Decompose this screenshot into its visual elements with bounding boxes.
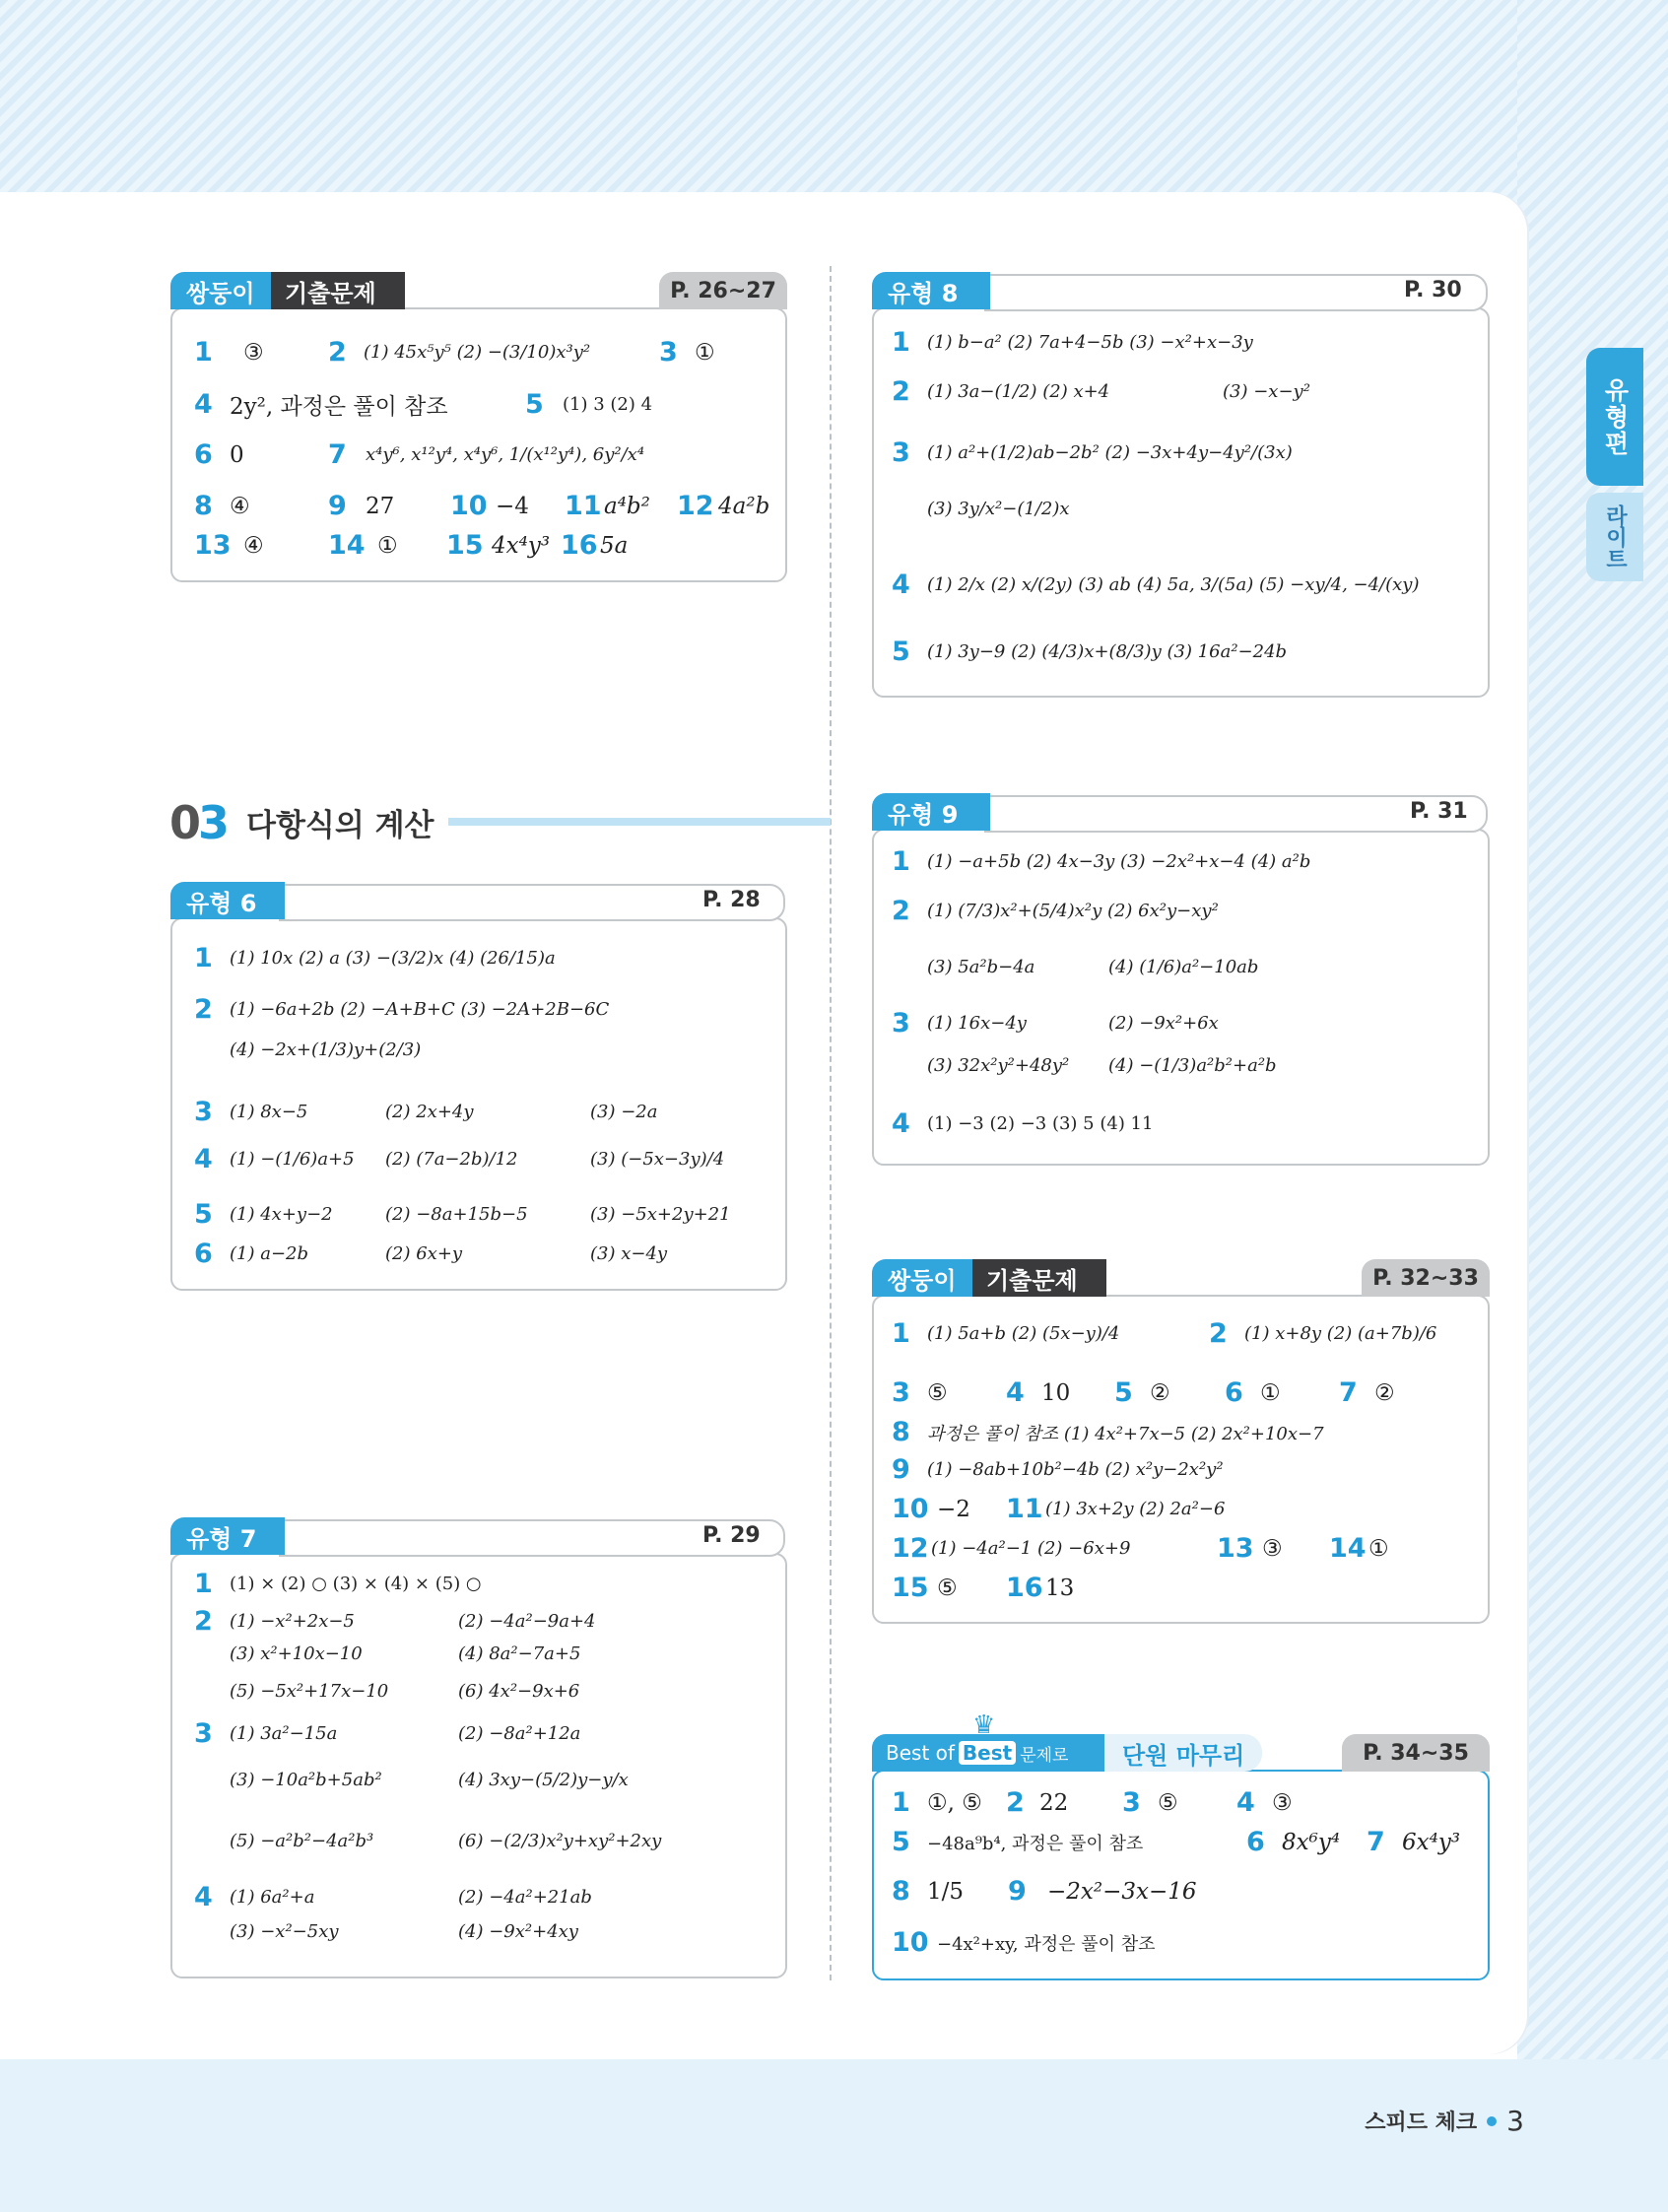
page-ref: P. 28 xyxy=(702,888,761,912)
section-number: 03 xyxy=(169,796,228,849)
answer-row: 3 (1) 3a²−15a (2) −8a²+12a xyxy=(194,1718,581,1749)
answer-row: 1 (1) −a+5b (2) 4x−3y (3) −2x²+x−4 (4) a²b xyxy=(892,846,1311,877)
answer-row: 2 (1) −x²+2x−5 (2) −4a²−9a+4 xyxy=(194,1606,596,1637)
answer-row: 2 (1) (7/3)x²+(5/4)x²y (2) 6x²y−xy² xyxy=(892,896,1219,926)
page-ref: P. 34~35 xyxy=(1342,1734,1490,1772)
answer-row: (3) 32x²y²+48y² (4) −(1/3)a²b²+a²b xyxy=(927,1055,1277,1076)
section-title: 다항식의 계산 xyxy=(246,808,434,843)
answer-row: 4 2y², 과정은 풀이 참조 5 (1) 3 (2) 4 xyxy=(194,389,653,420)
answer-row: 5 (1) 3y−9 (2) (4/3)x+(8/3)y (3) 16a²−24b xyxy=(892,637,1288,667)
page-ref: P. 30 xyxy=(1404,278,1462,302)
answer-row: 5 (1) 4x+y−2 (2) −8a+15b−5 (3) −5x+2y+21 xyxy=(194,1199,731,1230)
answer-row: (5) −5x²+17x−10 (6) 4x²−9x+6 xyxy=(230,1681,580,1702)
page-ref: P. 26~27 xyxy=(659,272,787,309)
column-divider xyxy=(830,266,832,1980)
answer-row: 4 (1) −(1/6)a+5 (2) (7a−2b)/12 (3) (−5x−3y)/4 xyxy=(194,1144,725,1174)
answer-row: 1 ①, ⑤ 2 22 3 ⑤ 4 ③ xyxy=(892,1787,1293,1818)
answer-row: 4 (1) 6a²+a (2) −4a²+21ab xyxy=(194,1882,592,1912)
answer-row: 10 −2 11 (1) 3x+2y (2) 2a²−6 xyxy=(892,1494,1226,1524)
exam-label: 기출문제 xyxy=(972,1259,1106,1297)
answer-row: 5 −48a⁹b⁴, 과정은 풀이 참조 6 8x⁶y⁴ 7 6x⁴y³ xyxy=(892,1827,1461,1857)
answer-row: 6 (1) a−2b (2) 6x+y (3) x−4y xyxy=(194,1239,668,1269)
page-ref: P. 31 xyxy=(1410,799,1468,824)
answer-row: (3) −10a²b+5ab² (4) 3xy−(5/2)y−y/x xyxy=(230,1770,629,1790)
bullet-icon xyxy=(1487,2116,1497,2126)
answer-row: 4 (1) 2/x (2) x/(2y) (3) ab (4) 5a, 3/(5a) (5) −xy/4, −4/(xy) xyxy=(892,570,1420,600)
answer-row: (3) 3y/x²−(1/2)x xyxy=(927,499,1070,519)
crown-icon: ♛ xyxy=(972,1710,996,1740)
section-underline xyxy=(448,818,831,826)
footer-label: 스피드 체크 xyxy=(1365,2111,1478,2135)
answer-row: 1 (1) 10x (2) a (3) −(3/2)x (4) (26/15)a xyxy=(194,943,556,973)
answer-row: 12 (1) −4a²−1 (2) −6x+9 13 ③ 14 ① xyxy=(892,1533,1389,1564)
answer-row: 9 (1) −8ab+10b²−4b (2) x²y−2x²y² xyxy=(892,1454,1224,1485)
box-type-9 xyxy=(872,793,1490,1166)
answer-row: (5) −a²b²−4a²b³ (6) −(2/3)x²y+xy²+2xy xyxy=(230,1831,662,1851)
box-unit-review xyxy=(872,1710,1490,1980)
page-number: 3 xyxy=(1506,2105,1524,2137)
answer-row: 10 −4x²+xy, 과정은 풀이 참조 xyxy=(892,1927,1156,1958)
answer-row: 3 (1) 16x−4y (2) −9x²+6x xyxy=(892,1008,1219,1039)
answer-row: 3 (1) 8x−5 (2) 2x+4y (3) −2a xyxy=(194,1097,658,1127)
answer-row: 2 (1) −6a+2b (2) −A+B+C (3) −2A+2B−6C xyxy=(194,994,610,1025)
answer-row: (4) −2x+(1/3)y+(2/3) xyxy=(230,1039,422,1060)
answer-row: (3) 5a²b−4a (4) (1/6)a²−10ab xyxy=(927,957,1259,977)
box-type-8 xyxy=(872,272,1490,698)
side-pattern xyxy=(1517,0,1668,2059)
answer-row: 3 (1) a²+(1/2)ab−2b² (2) −3x+4y−4y²/(3x) xyxy=(892,437,1293,468)
answer-row: 1 (1) b−a² (2) 7a+4−5b (3) −x²+x−3y xyxy=(892,327,1253,358)
answer-row: 8 과정은 풀이 참조 (1) 4x²+7x−5 (2) 2x²+10x−7 xyxy=(892,1417,1324,1447)
best-of-best-label: Best of Best 문제로 xyxy=(872,1734,1104,1772)
side-tab-primary[interactable]: 유형편 xyxy=(1586,348,1643,486)
type-label: 유형 6 xyxy=(170,882,285,919)
type-label: 유형 8 xyxy=(872,272,990,309)
page-ref: P. 32~33 xyxy=(1362,1259,1490,1297)
answer-row: 2 (1) 3a−(1/2) (2) x+4 (3) −x−y² xyxy=(892,376,1310,407)
twin-label: 쌍둥이 xyxy=(872,1259,972,1297)
page-ref: P. 29 xyxy=(702,1523,761,1548)
box-twin-exam-2 xyxy=(872,1259,1490,1624)
box-twin-exam-1 xyxy=(170,272,787,582)
answer-row: 8 ④ 9 27 10 −4 11 a⁴b² 12 4a²b xyxy=(194,491,770,521)
answer-row: 1 (1) 5a+b (2) (5x−y)/4 2 (1) x+8y (2) (a+7b)/6 xyxy=(892,1318,1437,1349)
answer-row: 8 1/5 9 −2x²−3x−16 xyxy=(892,1876,1197,1907)
box-type-6 xyxy=(170,882,787,1291)
type-label: 유형 7 xyxy=(170,1517,285,1555)
answer-row: 6 0 7 x⁴y⁶, x¹²y⁴, x⁴y⁶, 1/(x¹²y⁴), 6y²/x⁴ xyxy=(194,439,645,470)
answer-row: (3) −x²−5xy (4) −9x²+4xy xyxy=(230,1921,578,1942)
answer-row: 4 (1) −3 (2) −3 (3) 5 (4) 11 xyxy=(892,1108,1154,1139)
answer-row: 1 (1) × (2) ○ (3) × (4) × (5) ○ xyxy=(194,1569,482,1599)
answer-row: 13 ④ 14 ① 15 4x⁴y³ 16 5a xyxy=(194,530,629,561)
answer-row: 1 ③ 2 (1) 45x⁵y⁵ (2) −(3/10)x³y² 3 ① xyxy=(194,337,715,368)
box-type-7 xyxy=(170,1517,787,1978)
exam-label: 기출문제 xyxy=(271,272,405,309)
type-label: 유형 9 xyxy=(872,793,990,831)
unit-end-label: 단원 마무리 xyxy=(1104,1734,1262,1772)
page-footer xyxy=(1365,2105,1524,2137)
answer-row: (3) x²+10x−10 (4) 8a²−7a+5 xyxy=(230,1643,581,1664)
answer-row: 3 ⑤ 4 10 5 ② 6 ① 7 ② xyxy=(892,1377,1395,1408)
twin-label: 쌍둥이 xyxy=(170,272,271,309)
side-tab-secondary[interactable]: 라이트 xyxy=(1586,493,1643,581)
answer-row: 15 ⑤ 16 13 xyxy=(892,1573,1075,1603)
